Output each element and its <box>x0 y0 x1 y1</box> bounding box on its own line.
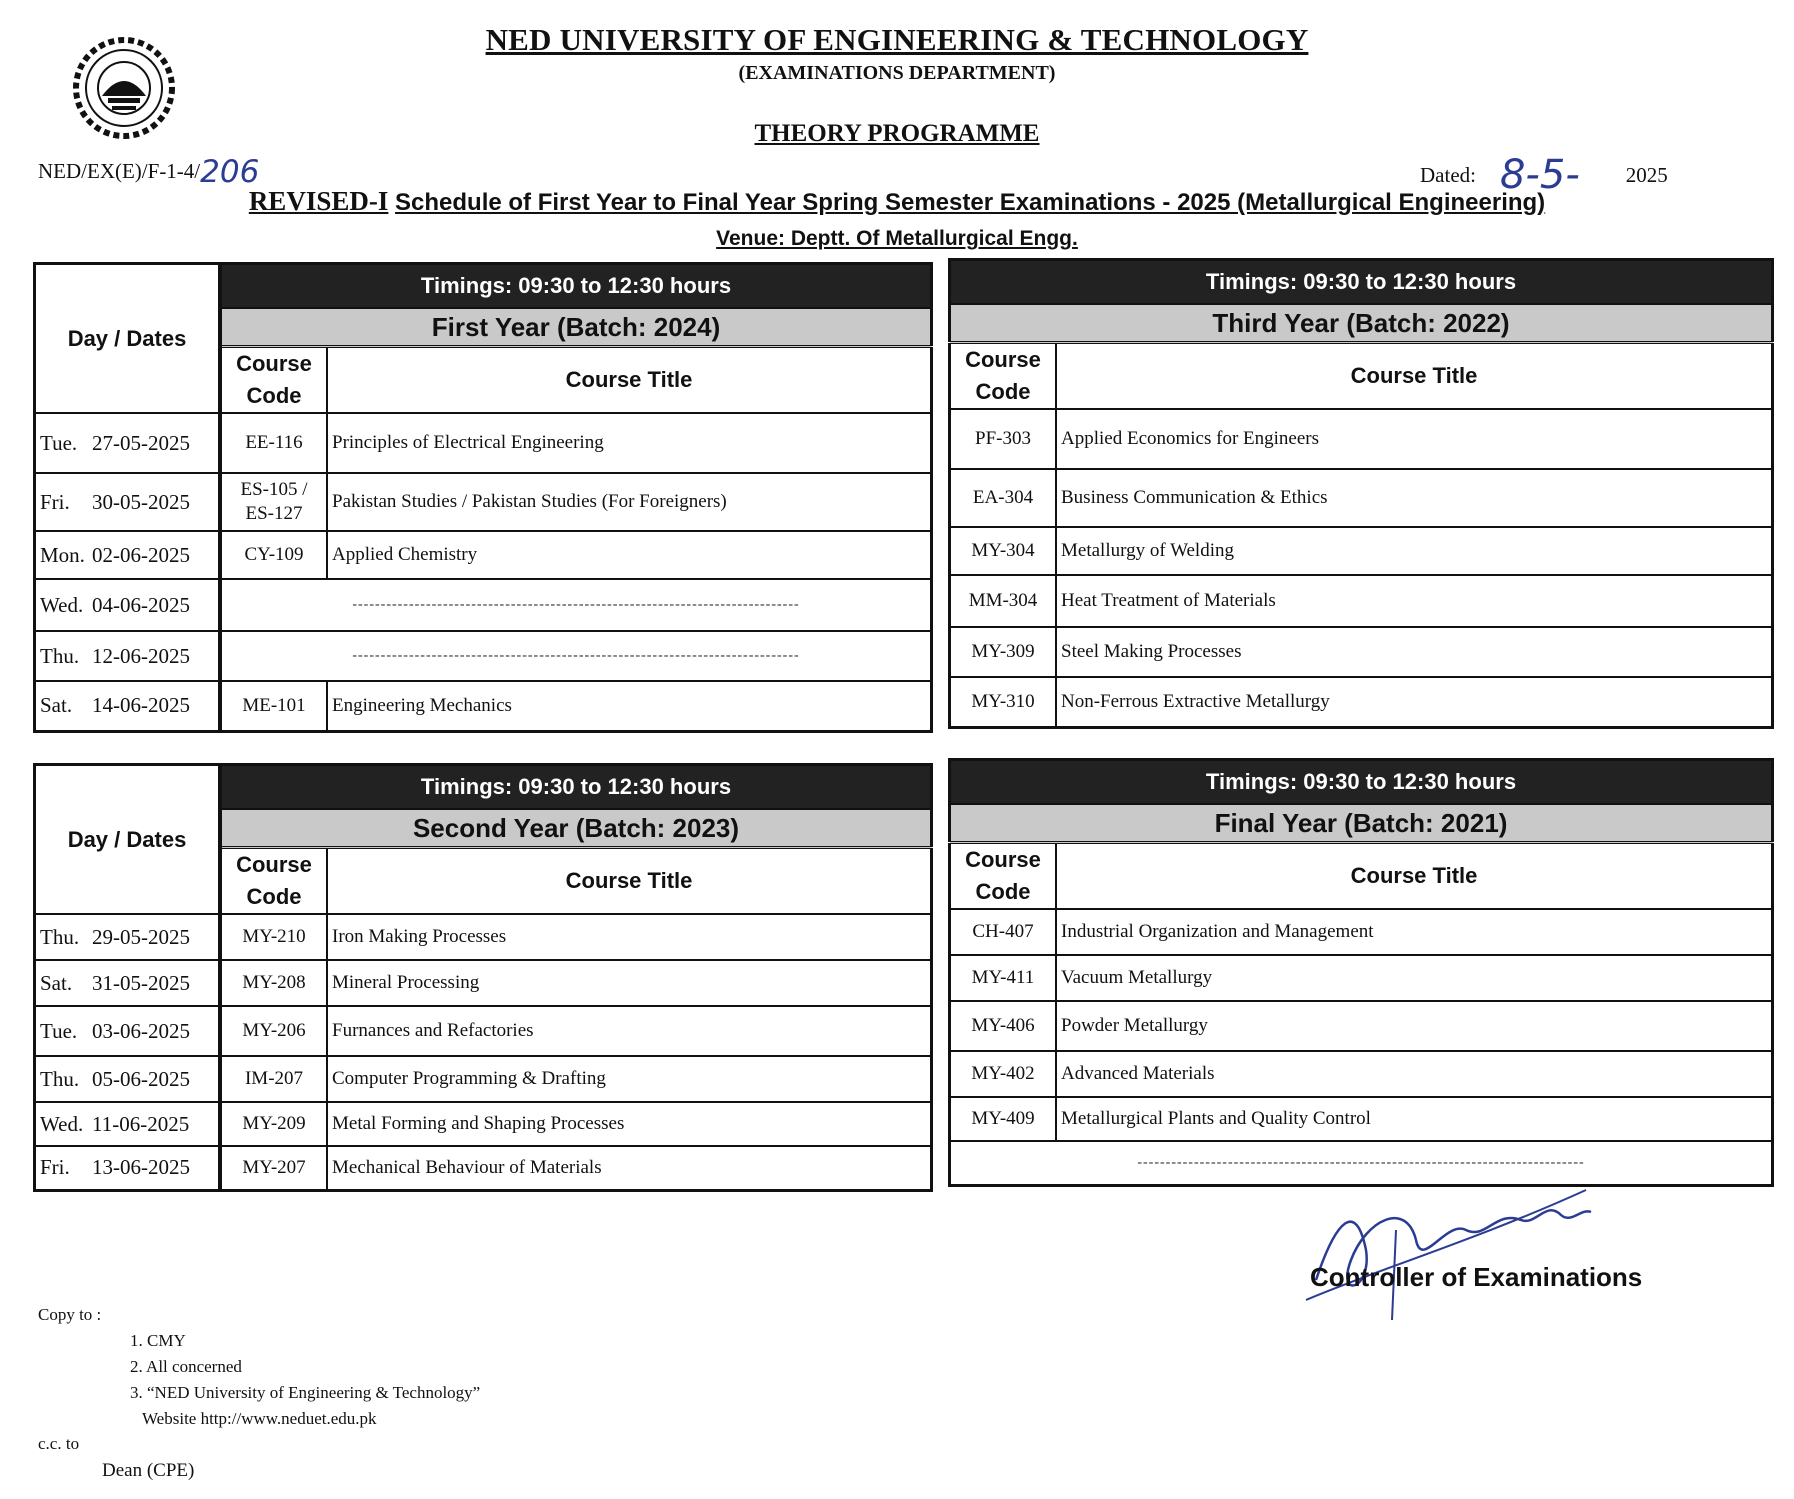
university-name: NED UNIVERSITY OF ENGINEERING & TECHNOLOGY <box>485 22 1309 57</box>
course-code: PF-303 <box>950 409 1057 469</box>
course-title: Mechanical Behaviour of Materials <box>327 1146 932 1190</box>
day-date: Wed. 04-06-2025 <box>35 579 221 631</box>
table-row <box>35 914 932 960</box>
ref-prefix: NED/EX(E)/F-1-4/ <box>38 159 201 183</box>
university-name-block <box>0 22 1794 58</box>
course-title: Applied Economics for Engineers <box>1056 409 1773 469</box>
table-row <box>950 1097 1773 1141</box>
website-line: Website http://www.neduet.edu.pk <box>142 1409 377 1428</box>
course-title: Business Communication & Ethics <box>1056 469 1773 527</box>
course-title: Furnances and Refactories <box>327 1006 932 1056</box>
course-title-header: Course Title <box>1056 343 1773 410</box>
course-title: Steel Making Processes <box>1056 627 1773 677</box>
course-code-header: Course Code <box>950 343 1057 410</box>
table-row <box>35 631 932 681</box>
timing-header: Timings: 09:30 to 12:30 hours <box>220 264 932 309</box>
day-dates-header: Day / Dates <box>35 765 221 915</box>
copy-to-item: 3. “NED University of Engineering & Technology” <box>130 1383 481 1402</box>
day-date: Sat. 31-05-2025 <box>35 960 221 1006</box>
dated-year: 2025 <box>1625 163 1668 187</box>
course-code: MY-304 <box>950 527 1057 575</box>
first-year-table <box>33 262 933 733</box>
signature-scribble <box>1296 1160 1596 1330</box>
course-code-header: Course Code <box>220 848 327 915</box>
course-title: Engineering Mechanics <box>327 681 932 731</box>
course-title: Principles of Electrical Engineering <box>327 413 932 473</box>
table-row <box>950 677 1773 727</box>
copy-to-item: 1. CMY <box>130 1331 186 1350</box>
table-row <box>35 1056 932 1102</box>
dated-label: Dated: <box>1420 163 1476 187</box>
table-row <box>950 575 1773 627</box>
final-year-panel <box>948 758 1774 1187</box>
table-row <box>950 1001 1773 1051</box>
cc-label: c.c. to <box>38 1434 80 1453</box>
day-date: Fri. 30-05-2025 <box>35 473 221 531</box>
table-row <box>950 1051 1773 1097</box>
table-row <box>950 409 1773 469</box>
course-title-header: Course Title <box>1056 843 1773 910</box>
venue: Venue: Deptt. Of Metallurgical Engg. <box>716 227 1078 250</box>
course-title: Metallurgical Plants and Quality Control <box>1056 1097 1773 1141</box>
copy-to-label: Copy to : <box>38 1305 102 1324</box>
course-title-header: Course Title <box>327 848 932 915</box>
signatory-designation: Controller of Examinations <box>1310 1262 1643 1292</box>
course-title: Mineral Processing <box>327 960 932 1006</box>
day-date: Mon. 02-06-2025 <box>35 531 221 579</box>
course-code: MY-207 <box>220 1146 327 1190</box>
third-year-panel <box>948 258 1774 729</box>
table-row <box>950 469 1773 527</box>
timing-header: Timings: 09:30 to 12:30 hours <box>220 765 932 810</box>
batch-header: Second Year (Batch: 2023) <box>220 809 932 848</box>
batch-header: Final Year (Batch: 2021) <box>950 804 1773 843</box>
course-code: MM-304 <box>950 575 1057 627</box>
day-date: Wed. 11-06-2025 <box>35 1102 221 1146</box>
course-code: MY-208 <box>220 960 327 1006</box>
copy-to-item: 2. All concerned <box>130 1357 242 1376</box>
timing-header: Timings: 09:30 to 12:30 hours <box>950 260 1773 305</box>
course-code: CY-109 <box>220 531 327 579</box>
schedule-title: Schedule of First Year to Final Year Spring Semester Examinations - 2025 (Metallurgical Engineering) <box>395 189 1546 216</box>
course-title: Metal Forming and Shaping Processes <box>327 1102 932 1146</box>
course-title: Computer Programming & Drafting <box>327 1056 932 1102</box>
day-date: Sat. 14-06-2025 <box>35 681 221 731</box>
day-date: Tue. 03-06-2025 <box>35 1006 221 1056</box>
cc-recipient: Dean (CPE) <box>102 1460 195 1481</box>
course-title: Metallurgy of Welding <box>1056 527 1773 575</box>
copy-to-block <box>38 1302 480 1432</box>
course-code: ES-105 / ES-127 <box>220 473 327 531</box>
day-date: Thu. 05-06-2025 <box>35 1056 221 1102</box>
course-title: Heat Treatment of Materials <box>1056 575 1773 627</box>
second-year-panel <box>33 763 933 1192</box>
course-code-header: Course Code <box>950 843 1057 910</box>
table-row <box>35 579 932 631</box>
course-title: Industrial Organization and Management <box>1056 909 1773 955</box>
day-date: Thu. 12-06-2025 <box>35 631 221 681</box>
course-title: Vacuum Metallurgy <box>1056 955 1773 1001</box>
course-code: MY-409 <box>950 1097 1057 1141</box>
table-row <box>35 1006 932 1056</box>
batch-header: Third Year (Batch: 2022) <box>950 304 1773 343</box>
table-row <box>950 627 1773 677</box>
second-year-table <box>33 763 933 1192</box>
course-code: MY-402 <box>950 1051 1057 1097</box>
third-year-table <box>948 258 1774 729</box>
course-code: MY-411 <box>950 955 1057 1001</box>
course-title: Applied Chemistry <box>327 531 932 579</box>
day-date: Tue. 27-05-2025 <box>35 413 221 473</box>
course-title: Iron Making Processes <box>327 914 932 960</box>
day-date: Thu. 29-05-2025 <box>35 914 221 960</box>
reference-number <box>38 150 260 190</box>
no-paper-dashes: ------------------------------------------------------------------------------- <box>950 1141 1773 1185</box>
course-code: EA-304 <box>950 469 1057 527</box>
programme-title: THEORY PROGRAMME <box>754 120 1040 147</box>
ref-handwritten-number: 206 <box>200 154 260 190</box>
course-code: ME-101 <box>220 681 327 731</box>
course-code-header: Course Code <box>220 347 327 414</box>
course-title: Powder Metallurgy <box>1056 1001 1773 1051</box>
department-name: (EXAMINATIONS DEPARTMENT) <box>738 62 1056 84</box>
table-row <box>35 1146 932 1190</box>
first-year-panel <box>33 262 933 733</box>
table-row <box>35 531 932 579</box>
table-row <box>35 960 932 1006</box>
course-code: MY-206 <box>220 1006 327 1056</box>
course-code: MY-309 <box>950 627 1057 677</box>
revised-label: REVISED-I <box>248 186 389 216</box>
batch-header: First Year (Batch: 2024) <box>220 308 932 347</box>
no-paper-dashes: ------------------------------------------------------------------------------- <box>220 631 932 681</box>
final-year-table <box>948 758 1774 1187</box>
course-title-header: Course Title <box>327 347 932 414</box>
course-code: IM-207 <box>220 1056 327 1102</box>
table-row <box>950 909 1773 955</box>
course-title: Non-Ferrous Extractive Metallurgy <box>1056 677 1773 727</box>
course-code: EE-116 <box>220 413 327 473</box>
table-row <box>35 473 932 531</box>
timing-header: Timings: 09:30 to 12:30 hours <box>950 760 1773 805</box>
course-code: MY-209 <box>220 1102 327 1146</box>
course-title: Advanced Materials <box>1056 1051 1773 1097</box>
no-paper-dashes: ------------------------------------------------------------------------------- <box>220 579 932 631</box>
day-date: Fri. 13-06-2025 <box>35 1146 221 1190</box>
table-row <box>35 681 932 731</box>
dated-handwritten: 8-5- <box>1499 152 1580 198</box>
course-title: Pakistan Studies / Pakistan Studies (For Foreigners) <box>327 473 932 531</box>
table-row <box>950 527 1773 575</box>
course-code: MY-310 <box>950 677 1057 727</box>
course-code: MY-406 <box>950 1001 1057 1051</box>
schedule-heading <box>0 186 1794 217</box>
table-row <box>35 413 932 473</box>
day-dates-header: Day / Dates <box>35 264 221 414</box>
course-code: MY-210 <box>220 914 327 960</box>
table-row <box>950 955 1773 1001</box>
table-row <box>35 1102 932 1146</box>
course-code: CH-407 <box>950 909 1057 955</box>
